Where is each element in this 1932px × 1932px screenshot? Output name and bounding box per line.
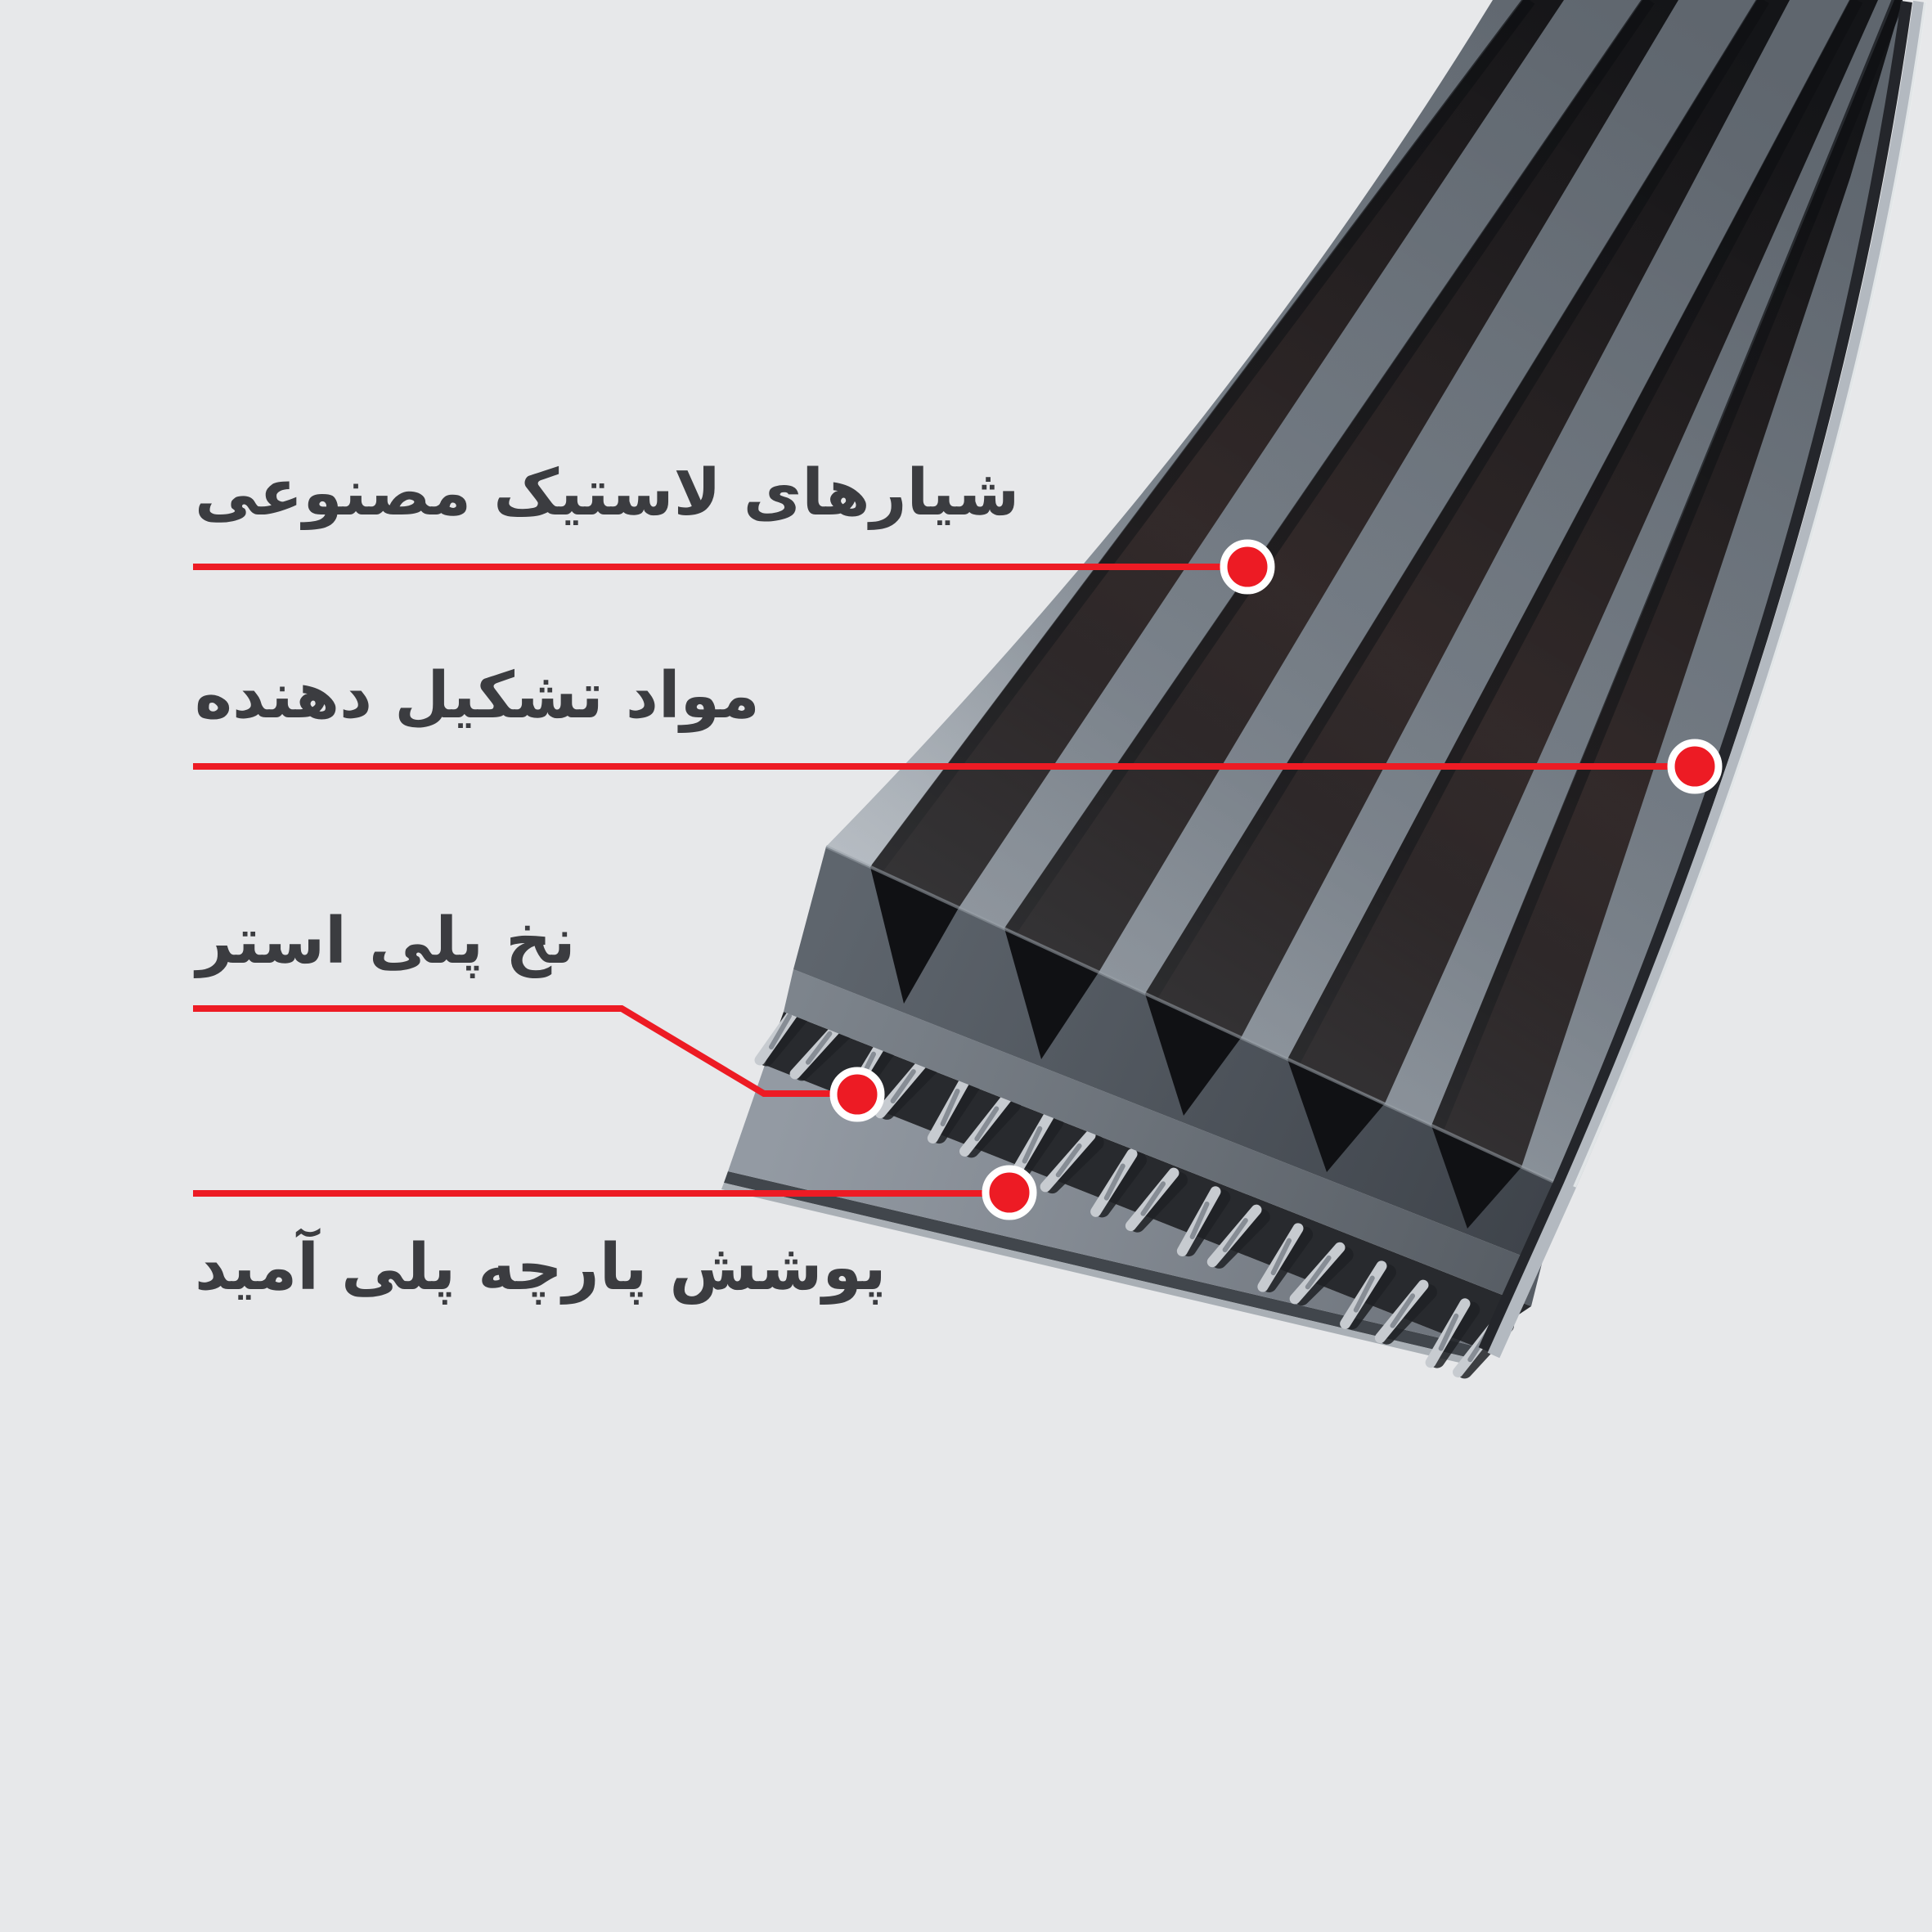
label-constituent-materials: مواد تشکیل دهنده: [195, 659, 760, 733]
leader-line-polyester: [193, 1009, 857, 1094]
label-synthetic-rubber-grooves: شیارهای لاستیک مصنوعی: [195, 456, 1020, 530]
label-polyester-thread: نخ پلی استر: [196, 905, 576, 978]
marker-dot-materials: [1671, 743, 1719, 790]
marker-dot-fabric: [986, 1169, 1033, 1216]
marker-dot-polyester: [833, 1071, 881, 1118]
marker-dot-grooves: [1224, 543, 1271, 591]
label-polyamide-fabric-cover: پوشش پارچه پلی آمید: [195, 1231, 887, 1305]
